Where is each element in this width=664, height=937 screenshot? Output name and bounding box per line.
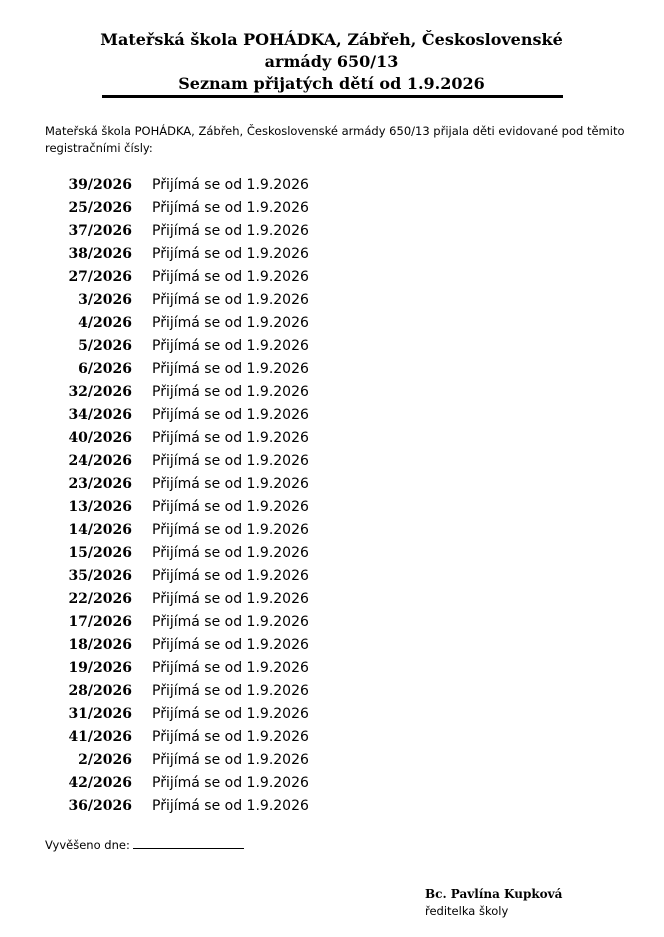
registration-number: 4/2026 <box>78 315 132 331</box>
list-item <box>0 795 664 818</box>
admission-status: Přijímá se od 1.9.2026 <box>152 453 309 469</box>
admission-status: Přijímá se od 1.9.2026 <box>152 315 309 331</box>
registration-number: 13/2026 <box>68 499 132 515</box>
registration-number: 14/2026 <box>68 522 132 538</box>
registration-number: 6/2026 <box>78 361 132 377</box>
admission-status: Přijímá se od 1.9.2026 <box>152 775 309 791</box>
posted-date-label: Vyvěšeno dne: <box>45 838 130 852</box>
admission-status: Přijímá se od 1.9.2026 <box>152 361 309 377</box>
registration-number: 40/2026 <box>68 430 132 446</box>
admission-status: Přijímá se od 1.9.2026 <box>152 200 309 216</box>
admission-status: Přijímá se od 1.9.2026 <box>152 522 309 538</box>
registration-number: 23/2026 <box>68 476 132 492</box>
intro-paragraph: Mateřská škola POHÁDKA, Zábřeh, Československé armády 650/13 přijala děti evidované pod těmito registračními čísly: <box>45 124 625 155</box>
admission-status: Přijímá se od 1.9.2026 <box>152 499 309 515</box>
admission-status: Přijímá se od 1.9.2026 <box>152 545 309 561</box>
list-item <box>0 473 664 496</box>
document-header <box>100 29 563 95</box>
list-item <box>0 312 664 335</box>
list-item <box>0 335 664 358</box>
list-item <box>0 496 664 519</box>
registration-number: 3/2026 <box>78 292 132 308</box>
admitted-children-list <box>0 174 664 818</box>
admission-status: Přijímá se od 1.9.2026 <box>152 637 309 653</box>
registration-number: 19/2026 <box>68 660 132 676</box>
registration-number: 15/2026 <box>68 545 132 561</box>
posted-date-blank-line <box>133 836 244 849</box>
signatory-name: Bc. Pavlína Kupková <box>425 887 563 901</box>
list-item <box>0 243 664 266</box>
list-item <box>0 565 664 588</box>
admission-status: Přijímá se od 1.9.2026 <box>152 269 309 285</box>
registration-number: 41/2026 <box>68 729 132 745</box>
registration-number: 5/2026 <box>78 338 132 354</box>
admission-status: Přijímá se od 1.9.2026 <box>152 706 309 722</box>
admission-status: Přijímá se od 1.9.2026 <box>152 729 309 745</box>
admission-status: Přijímá se od 1.9.2026 <box>152 660 309 676</box>
admission-status: Přijímá se od 1.9.2026 <box>152 591 309 607</box>
registration-number: 34/2026 <box>68 407 132 423</box>
registration-number: 24/2026 <box>68 453 132 469</box>
admission-status: Přijímá se od 1.9.2026 <box>152 177 309 193</box>
registration-number: 22/2026 <box>68 591 132 607</box>
list-item <box>0 588 664 611</box>
header-divider <box>102 95 563 98</box>
list-item <box>0 266 664 289</box>
admission-status: Přijímá se od 1.9.2026 <box>152 292 309 308</box>
registration-number: 17/2026 <box>68 614 132 630</box>
registration-number: 37/2026 <box>68 223 132 239</box>
list-item <box>0 634 664 657</box>
registration-number: 18/2026 <box>68 637 132 653</box>
school-address-line: armády 650/13 <box>264 52 399 71</box>
admission-status: Přijímá se od 1.9.2026 <box>152 407 309 423</box>
registration-number: 36/2026 <box>68 798 132 814</box>
registration-number: 42/2026 <box>68 775 132 791</box>
list-item <box>0 289 664 312</box>
admission-status: Přijímá se od 1.9.2026 <box>152 752 309 768</box>
admission-status: Přijímá se od 1.9.2026 <box>152 384 309 400</box>
admission-status: Přijímá se od 1.9.2026 <box>152 614 309 630</box>
list-item <box>0 749 664 772</box>
admission-status: Přijímá se od 1.9.2026 <box>152 798 309 814</box>
list-item <box>0 657 664 680</box>
list-item <box>0 404 664 427</box>
registration-number: 2/2026 <box>78 752 132 768</box>
list-item <box>0 519 664 542</box>
list-item <box>0 611 664 634</box>
list-item <box>0 197 664 220</box>
registration-number: 39/2026 <box>68 177 132 193</box>
document-title: Seznam přijatých dětí od 1.9.2026 <box>178 74 485 93</box>
admission-status: Přijímá se od 1.9.2026 <box>152 338 309 354</box>
list-item <box>0 680 664 703</box>
posted-date-field <box>45 836 244 854</box>
list-item <box>0 772 664 795</box>
registration-number: 25/2026 <box>68 200 132 216</box>
list-item <box>0 358 664 381</box>
admission-status: Přijímá se od 1.9.2026 <box>152 683 309 699</box>
school-name-line: Mateřská škola POHÁDKA, Zábřeh, Československé <box>100 30 563 49</box>
list-item <box>0 427 664 450</box>
registration-number: 28/2026 <box>68 683 132 699</box>
admission-status: Přijímá se od 1.9.2026 <box>152 568 309 584</box>
list-item <box>0 450 664 473</box>
list-item <box>0 174 664 197</box>
registration-number: 35/2026 <box>68 568 132 584</box>
registration-number: 27/2026 <box>68 269 132 285</box>
registration-number: 38/2026 <box>68 246 132 262</box>
admission-status: Přijímá se od 1.9.2026 <box>152 476 309 492</box>
registration-number: 31/2026 <box>68 706 132 722</box>
admission-status: Přijímá se od 1.9.2026 <box>152 223 309 239</box>
list-item <box>0 726 664 749</box>
signatory-role: ředitelka školy <box>425 904 509 918</box>
list-item <box>0 381 664 404</box>
list-item <box>0 220 664 243</box>
admission-status: Přijímá se od 1.9.2026 <box>152 246 309 262</box>
registration-number: 32/2026 <box>68 384 132 400</box>
admission-status: Přijímá se od 1.9.2026 <box>152 430 309 446</box>
list-item <box>0 542 664 565</box>
list-item <box>0 703 664 726</box>
